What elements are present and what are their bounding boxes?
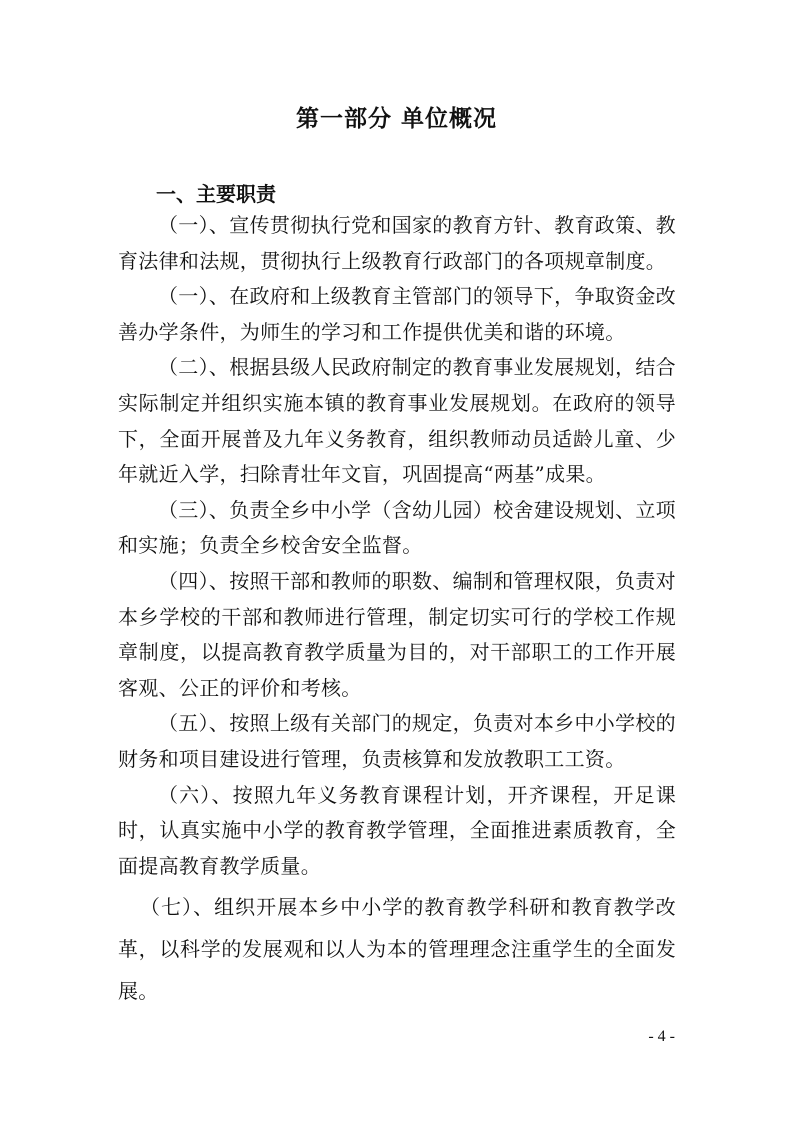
document-body (118, 208, 676, 1012)
section-heading: 一、主要职责 (156, 182, 276, 206)
paragraph-6: （五）、按照上级有关部门的规定，负责对本乡中小学校的财务和项目建设进行管理，负责核算和发放教职工工资。 (118, 711, 676, 771)
paragraph-3: （二）、根据县级人民政府制定的教育事业发展规划，结合实际制定并组织实施本镇的教育事业发展规划。在政府的领导下，全面开展普及九年义务教育，组织教师动员适龄儿童、少年就近入学，扫除青壮年文盲，巩固提高“两基”成果。 (118, 355, 676, 487)
paragraph-1: （一）、宣传贯彻执行党和国家的教育方针、教育政策、教育法律和法规，贯彻执行上级教育行政部门的各项规章制度。 (118, 213, 676, 273)
page-title: 第一部分 单位概况 (295, 106, 497, 132)
paragraph-5: （四）、按照干部和教师的职数、编制和管理权限，负责对本乡学校的干部和教师进行管理，制定切实可行的学校工作规章制度，以提高教育教学质量为目的，对干部职工的工作开展客观、公正的评价和考核。 (118, 568, 676, 700)
page-number: - 4 - (648, 1028, 675, 1045)
paragraph-7: （六）、按照九年义务教育课程计划，开齐课程，开足课时，认真实施中小学的教育教学管理，全面推进素质教育，全面提高教育教学质量。 (118, 782, 676, 878)
paragraph-4: （三）、负责全乡中小学（含幼儿园）校舍建设规划、立项和实施；负责全乡校舍安全监督。 (118, 497, 676, 558)
paragraph-2: （一）、在政府和上级教育主管部门的领导下，争取资金改善办学条件，为师生的学习和工作提供优美和谐的环境。 (118, 284, 676, 344)
paragraph-8: （七）、组织开展本乡中小学的教育教学科研和教育教学改革，以科学的发展观和以人为本的管理理念注重学生的全面发展。 (118, 895, 676, 1004)
